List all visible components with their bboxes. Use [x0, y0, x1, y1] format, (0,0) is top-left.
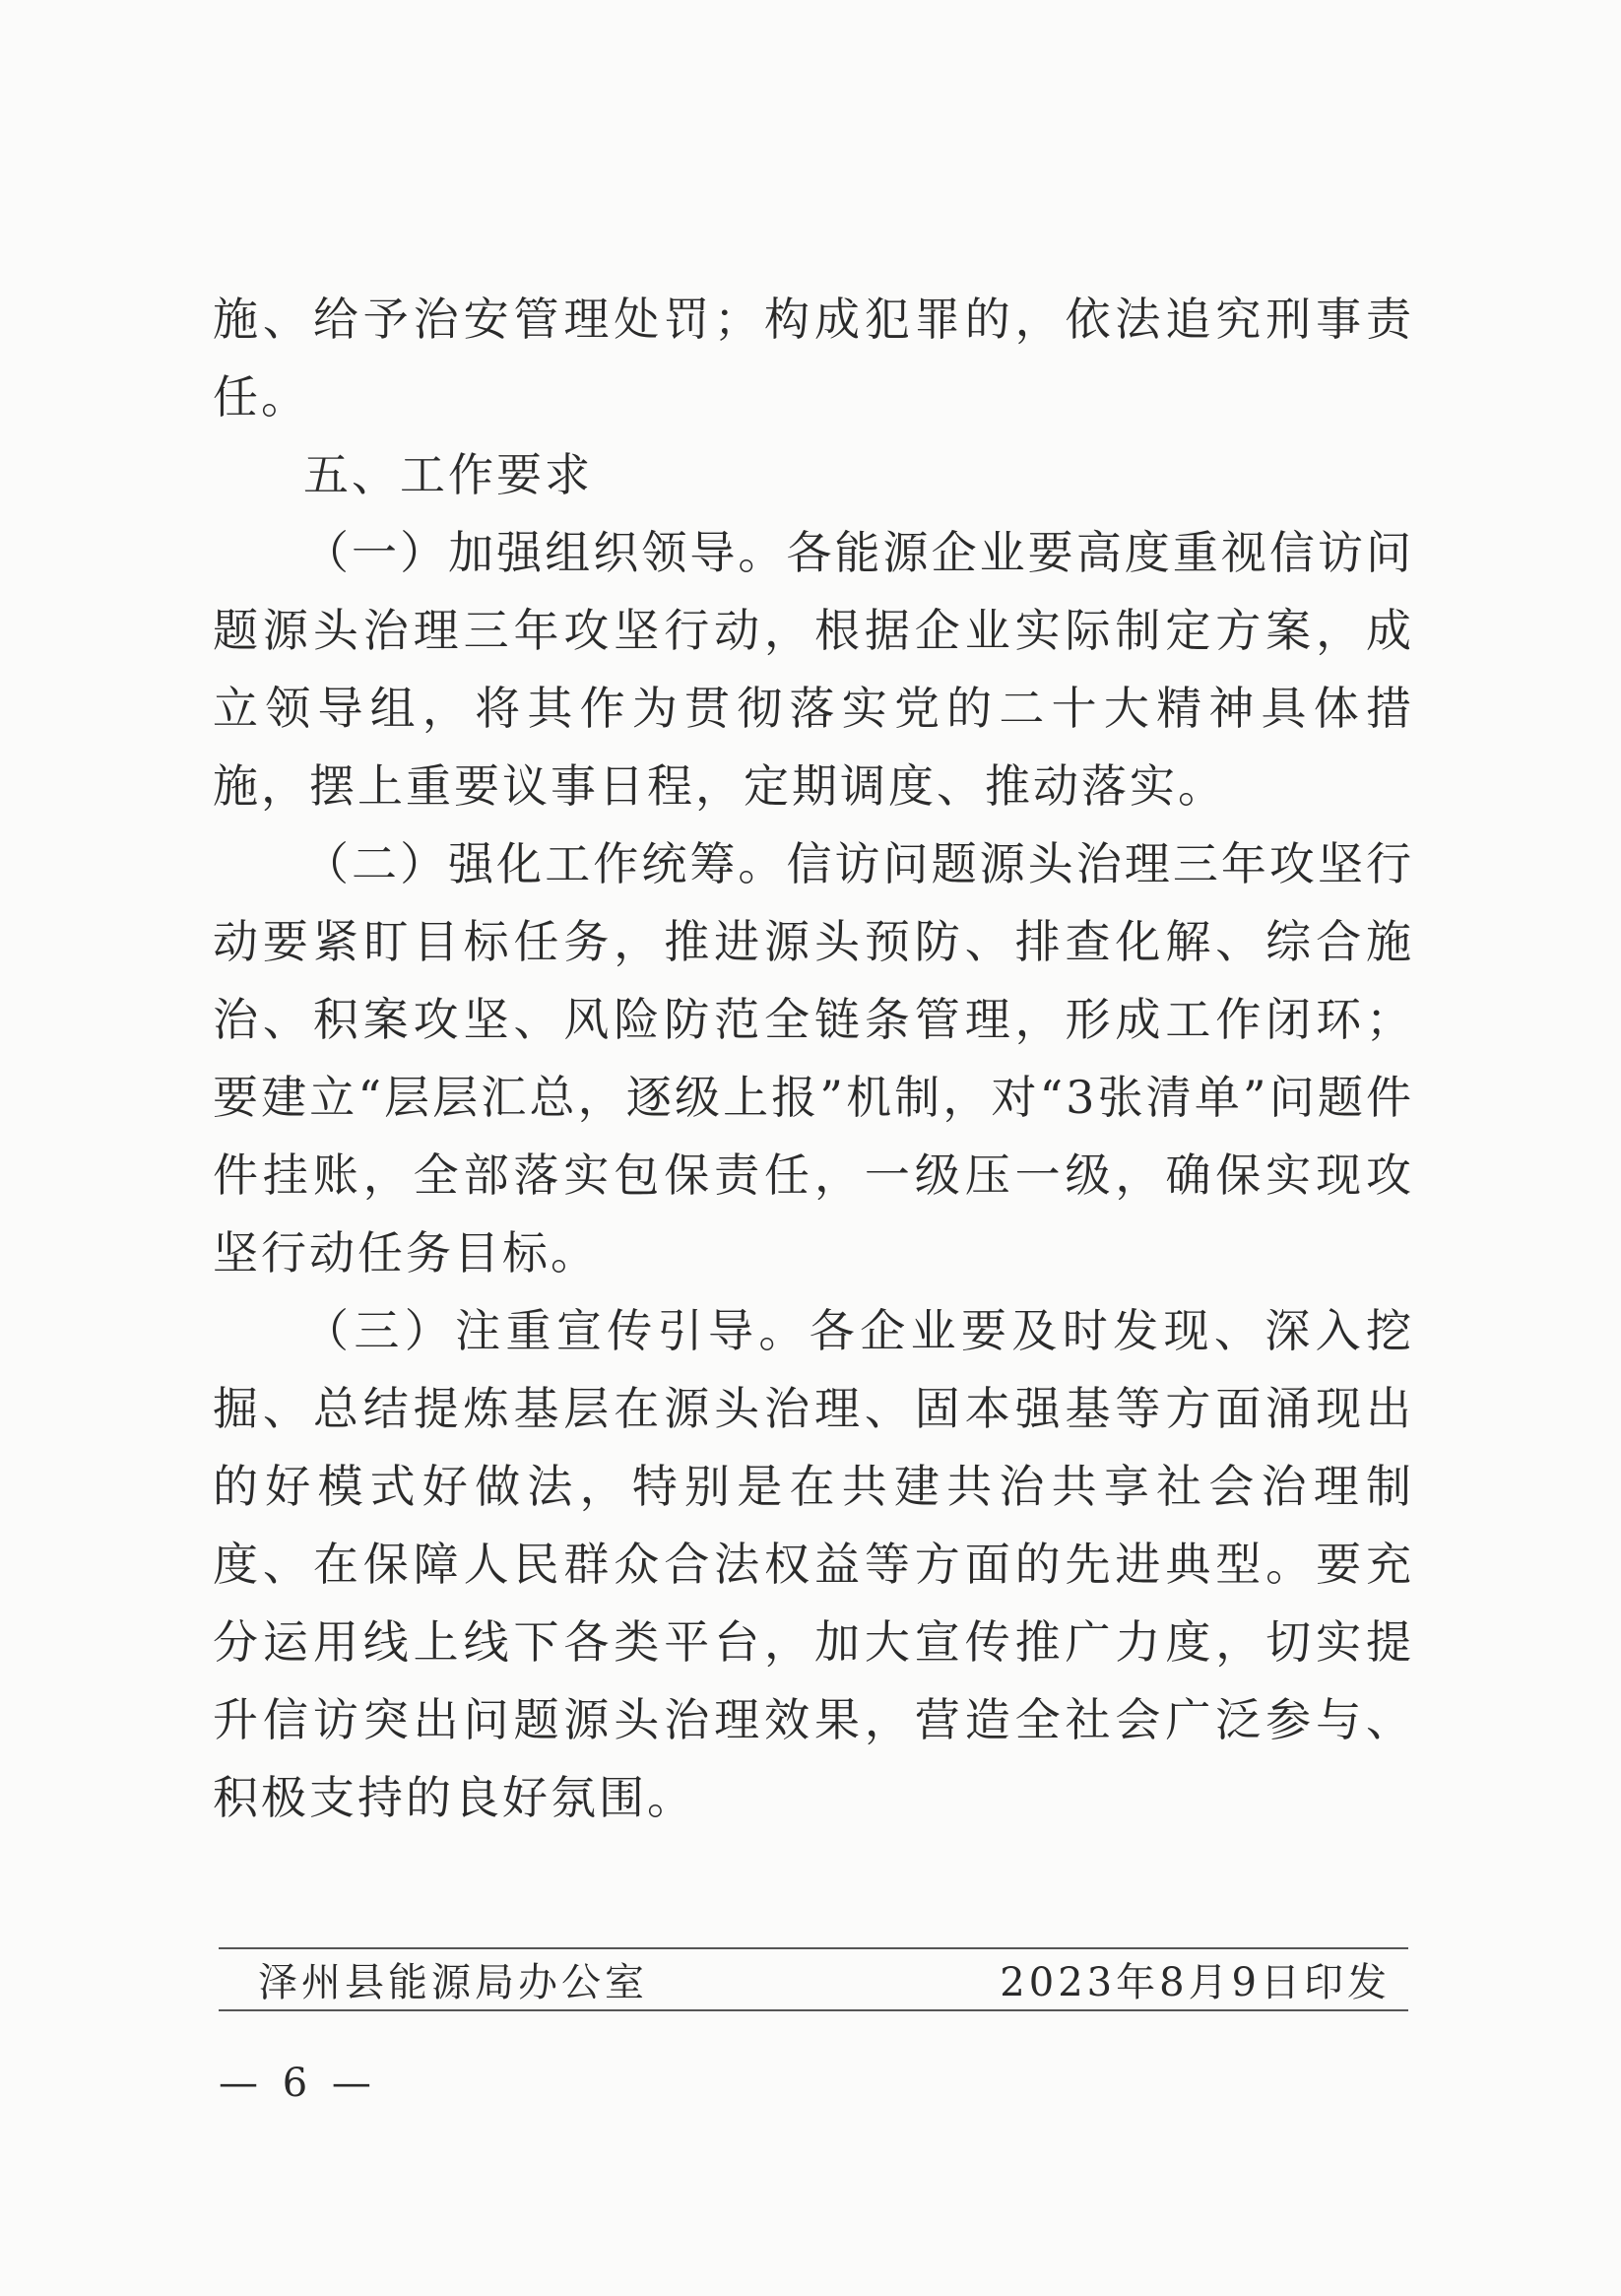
issuer-name: 泽州县能源局办公室	[258, 1959, 648, 2005]
issue-date: 2023年8月9日印发	[1000, 1959, 1391, 2005]
footer-bottom-rule	[219, 2009, 1408, 2011]
paragraph-strengthen-leadership: （一）加强组织领导。各能源企业要高度重视信访问题源头治理三年攻坚行动，根据企业实际制定方案，成立领导组，将其作为贯彻落实党的二十大精神具体措施，摆上重要议事日程，定期调度、推动落实。	[213, 526, 1414, 813]
continued-paragraph: 施、给予治安管理处罚；构成犯罪的，依法追究刑事责任。	[213, 293, 1414, 424]
section-heading-work-requirements: 五、工作要求	[303, 448, 593, 501]
paragraph-publicity-guidance: （三）注重宣传引导。各企业要及时发现、深入挖掘、总结提炼基层在源头治理、固本强基等方面涌现出的好模式好做法，特别是在共建共治共享社会治理制度、在保障人民群众合法权益等方面的先进典型。要充分运用线上线下各类平台，加大宣传推广力度，切实提升信访突出问题源头治理效果，营造全社会广泛参与、积极支持的良好氛围。	[213, 1304, 1414, 1824]
document-body	[213, 281, 1414, 1837]
paragraph-coordinate-work: （二）强化工作统筹。信访问题源头治理三年攻坚行动要紧盯目标任务，推进源头预防、排查化解、综合施治、积案攻坚、风险防范全链条管理，形成工作闭环；要建立“层层汇总，逐级上报”机制，对“3张清单”问题件件挂账，全部落实包保责任，一级压一级，确保实现攻坚行动任务目标。	[213, 837, 1414, 1279]
footer-top-rule	[219, 1947, 1408, 1949]
issuance-footer	[258, 1953, 1391, 2004]
page-number: — 6 —	[219, 2061, 377, 2106]
